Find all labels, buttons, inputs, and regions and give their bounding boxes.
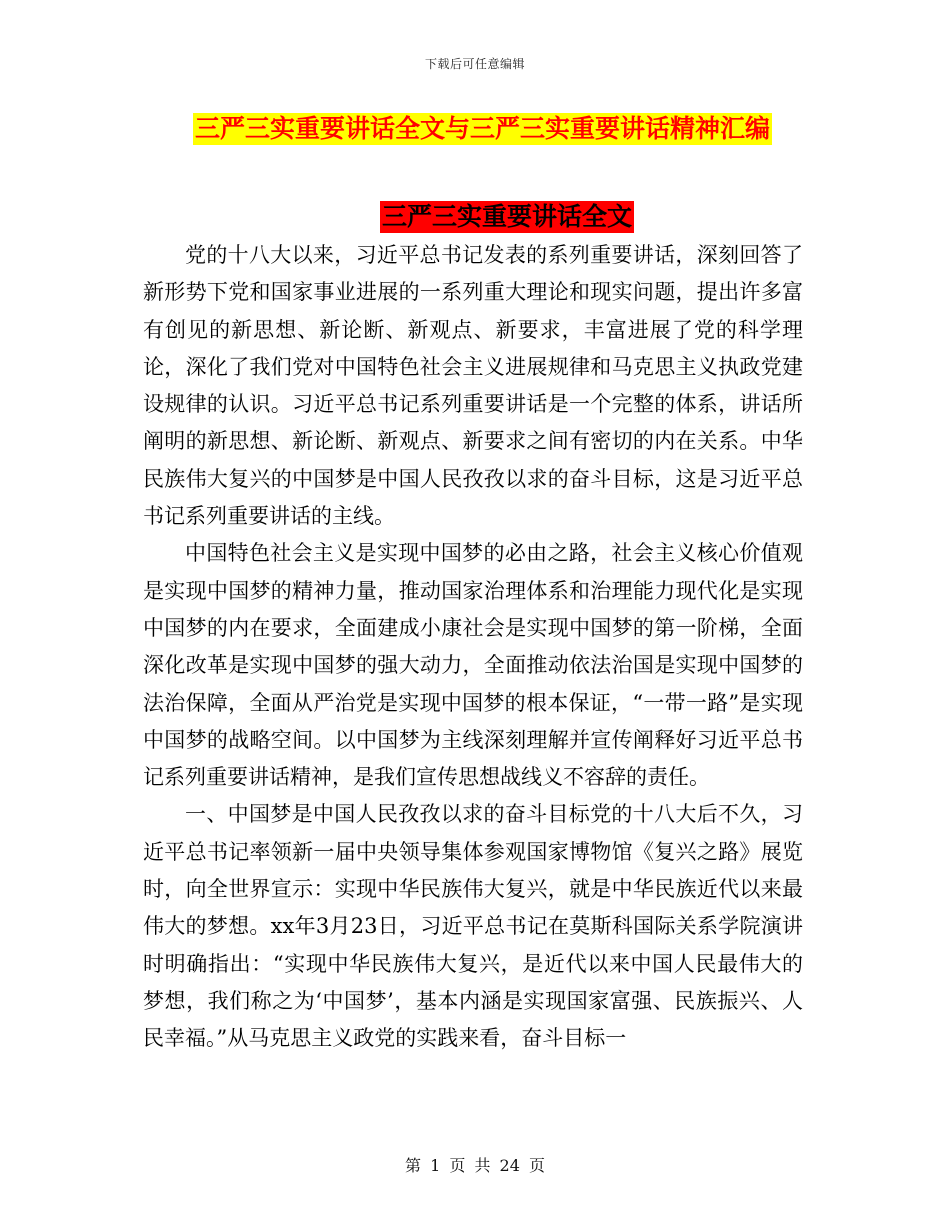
header-note: 下载后可任意编辑: [424, 57, 525, 71]
section-title: 三严三实重要讲话全文: [382, 202, 633, 231]
paragraph-3: 一、中国梦是中国人民孜孜以求的奋斗目标党的十八大后不久，习近平总书记率领新一届中央领导集体参观国家博物馆《复兴之路》展览时，向全世界宣示：实现中华民族伟大复兴，就是中华民族近代以来最伟大的梦想。xx年3月23日，习近平总书记在莫斯科国际关系学院演讲时明确指出：“实现中华民族伟大复兴，是近代以来中国人民最伟大的梦想，我们称之为‘中国梦’，基本内涵是实现国家富强、民族振兴、人民幸福。”从马克思主义政党的实践来看，奋斗目标一: [143, 802, 803, 1051]
paragraph-1: 党的十八大以来，习近平总书记发表的系列重要讲话，深刻回答了新形势下党和国家事业进展的一系列重大理论和现实问题，提出许多富有创见的新思想、新论断、新观点、新要求，丰富进展了党的科学理论，深化了我们党对中国特色社会主义进展规律和马克思主义执政党建设规律的认识。习近平总书记系列重要讲话是一个完整的体系，讲话所阐明的新思想、新论断、新观点、新要求之间有密切的内在关系。中华民族伟大复兴的中国梦是中国人民孜孜以求的奋斗目标，这是习近平总书记系列重要讲话的主线。: [143, 243, 803, 529]
page-footer: 第 1 页 共 24 页: [405, 1156, 545, 1175]
document-body: [143, 237, 803, 1058]
paragraph-2: 中国特色社会主义是实现中国梦的必由之路，社会主义核心价值观是实现中国梦的精神力量，推动国家治理体系和治理能力现代化是实现中国梦的内在要求，全面建成小康社会是实现中国梦的第一阶梯，全面深化改革是实现中国梦的强大动力，全面推动依法治国是实现中国梦的法治保障，全面从严治党是实现中国梦的根本保证，“一带一路”是实现中国梦的战略空间。以中国梦为主线深刻理解并宣传阐释好习近平总书记系列重要讲话精神，是我们宣传思想战线义不容辞的责任。: [143, 541, 803, 790]
document-title: 三严三实重要讲话全文与三严三实重要讲话精神汇编: [195, 114, 771, 143]
